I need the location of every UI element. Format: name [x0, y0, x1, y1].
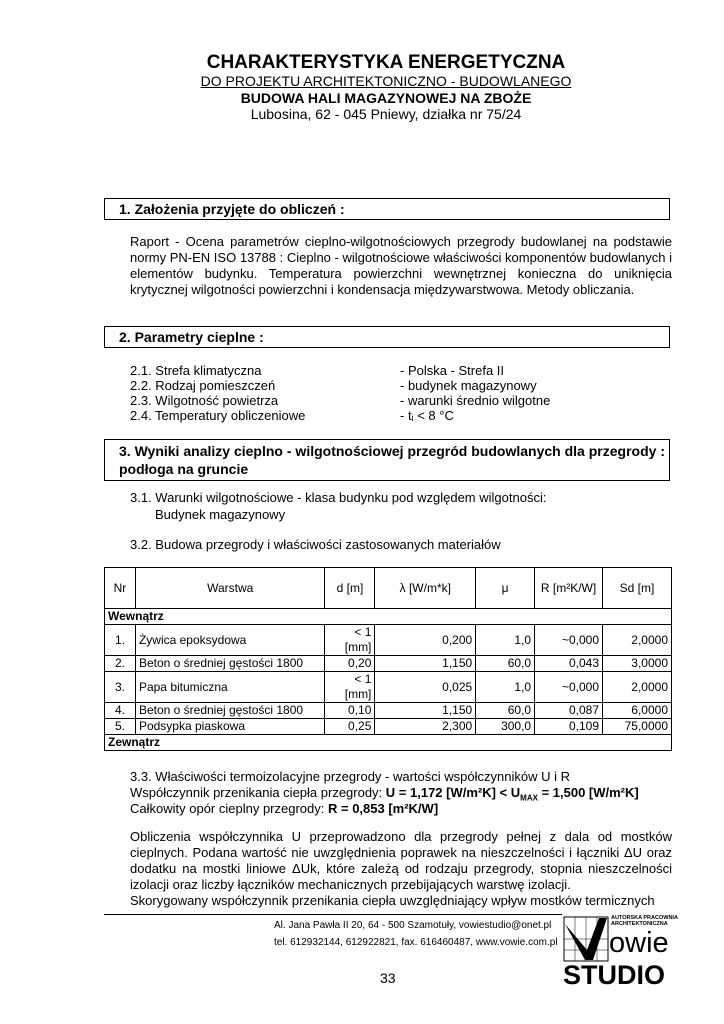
u-max-sub: MAX [520, 793, 538, 803]
parameter-row [130, 363, 650, 378]
parameter-label: 2.1. Strefa klimatyczna [130, 363, 262, 378]
u-max-value: = 1,500 [W/m²K] [537, 785, 639, 800]
table-cell: 2. [105, 656, 136, 672]
col-header: λ [W/m*k] [375, 568, 476, 609]
table-cell: < 1 [mm] [325, 625, 375, 656]
table-cell: 1,150 [375, 656, 476, 672]
col-header: d [m] [325, 568, 375, 609]
table-cell: 0,200 [375, 625, 476, 656]
col-header: Nr [105, 568, 136, 609]
section-1-text: Raport - Ocena parametrów cieplno-wilgotnościowych przegrody budowlanej na podstawie normy PN-EN ISO 13788 : Cieplno - wilgotnościowe właściwości komponentów budowlanych i elementów budynku. Temperatura powierzchni wewnętrznej konieczna do uniknięcia krytycznej wilgotności powierzchni i kondensacja międzywarstwowa. Metody obliczania. [130, 234, 672, 297]
u-value-text: U = 1,172 [W/m²K] < U [385, 785, 521, 800]
u-label: Współczynnik przenikania ciepła przegrody: [130, 785, 386, 800]
table-row [105, 672, 672, 703]
section-3-2: 3.2. Budowa przegrody i właściwości zastosowanych materiałów [130, 537, 501, 552]
table-cell: 1,0 [476, 672, 535, 703]
table-cell: 0,109 [535, 719, 603, 735]
parameter-label: 2.2. Rodzaj pomieszczeń [130, 378, 276, 393]
parameters-list [130, 363, 650, 423]
logo-tagline: AUTORSKA PRACOWNIA ARCHITEKTONICZNA [611, 915, 678, 927]
page-number: 33 [380, 970, 396, 986]
r-value: R = 0,853 [m²K/W] [327, 801, 439, 816]
table-cell: 2,300 [375, 719, 476, 735]
col-header: μ [476, 568, 535, 609]
table-cell: 5. [105, 719, 136, 735]
footer-contact: tel. 612932144, 612922821, fax. 616460487, www.vowie.com.pl [274, 937, 558, 948]
table-cell: Beton o średniej gęstości 1800 [135, 656, 325, 672]
table-cell: 300,0 [476, 719, 535, 735]
col-header: Warstwa [135, 568, 325, 609]
col-header: Sd [m] [603, 568, 672, 609]
r-label: Całkowity opór cieplny przegrody: [130, 801, 328, 816]
table-cell: 0,25 [325, 719, 375, 735]
table-cell: ~0,000 [535, 625, 603, 656]
section-3-3: 3.3. Właściwości termoizolacyjne przegrody - wartości współczynników U i R [130, 769, 570, 784]
section-2-heading: 2. Parametry cieplne : [104, 326, 670, 348]
table-row [105, 703, 672, 719]
footer-address: Al. Jana Pawła II 20, 64 - 500 Szamotuły, vowiestudio@onet.pl [274, 920, 552, 931]
section-3-flow [104, 567, 672, 909]
logo-word: owie [609, 927, 669, 959]
project-location: Lubosina, 62 - 045 Pniewy, działka nr 75/24 [250, 106, 522, 122]
parameter-value: - Polska - Strefa II [400, 363, 505, 378]
parameter-row [130, 378, 650, 393]
section-1-heading: 1. Założenia przyjęte do obliczeń : [104, 198, 670, 220]
parameter-label: 2.4. Temperatury obliczeniowe [130, 408, 306, 423]
table-cell: 1,150 [375, 703, 476, 719]
section-3-1-value: Budynek magazynowy [155, 507, 286, 522]
table-cell: 3,0000 [603, 656, 672, 672]
table-row [105, 625, 672, 656]
document-title: CHARAKTERYSTYKA ENERGETYCZNA [206, 52, 566, 73]
outside-label: Zewnątrz [105, 735, 672, 751]
table-header-row [105, 568, 672, 609]
parameter-value: - warunki średnio wilgotne [400, 393, 551, 408]
table-cell: 60,0 [476, 656, 535, 672]
table-cell: 0,025 [375, 672, 476, 703]
logo-v-icon [563, 916, 609, 962]
table-cell: 2,0000 [603, 625, 672, 656]
r-value-line [130, 801, 672, 817]
table-cell: 2,0000 [603, 672, 672, 703]
project-name: BUDOWA HALI MAGAZYNOWEJ NA ZBOŻE [240, 90, 532, 106]
section-3-heading: 3. Wyniki analizy cieplno - wilgotnościowej przegród budowlanych dla przegrody : podłoga na gruncie [104, 439, 670, 481]
table-cell: < 1 [mm] [325, 672, 375, 703]
table-cell: Żywica epoksydowa [135, 625, 325, 656]
table-cell: 1,0 [476, 625, 535, 656]
u-value-line [130, 785, 672, 801]
table-row [105, 656, 672, 672]
table-cell: 4. [105, 703, 136, 719]
logo-studio: STUDIO [563, 960, 666, 990]
calc-note: Obliczenia współczynnika U przeprowadzono dla przegrody pełnej z dala od mostków cieplnych. Podana wartość nie uwzględnienia poprawek na nieszczelności i łączniki ΔU oraz dodatku na mostki liniowe ΔUk, które zależą od rodzaju przegrody, stopnia nieszczelności izolacji oraz liczby łączników mechanicznych przebijających warstwę izolacji. [130, 829, 672, 892]
parameter-label: 2.3. Wilgotność powietrza [130, 393, 279, 408]
table-cell: Beton o średniej gęstości 1800 [135, 703, 325, 719]
table-cell: 0,087 [535, 703, 603, 719]
document-subtitle: DO PROJEKTU ARCHITEKTONICZNO - BUDOWLANEGO [200, 73, 572, 89]
table-cell: 3. [105, 672, 136, 703]
table-cell: ~0,000 [535, 672, 603, 703]
footer-divider [104, 914, 562, 915]
table-cell: Podsypka piaskowa [135, 719, 325, 735]
parameter-row [130, 393, 650, 408]
table-cell: 75,0000 [603, 719, 672, 735]
parameter-value: - budynek magazynowy [400, 378, 537, 393]
table-row [105, 719, 672, 735]
table-cell: 0,10 [325, 703, 375, 719]
inside-label: Wewnątrz [105, 609, 672, 625]
corrected-note: Skorygowany współczynnik przenikania ciepła uwzględniający wpływ mostków termicznych [130, 893, 655, 908]
section-3-1: 3.1. Warunki wilgotnościowe - klasa budynku pod względem wilgotności: [130, 490, 547, 505]
u-value [385, 785, 639, 803]
table-cell: 60,0 [476, 703, 535, 719]
vowie-studio-logo [563, 914, 678, 992]
parameter-value: - tᵢ < 8 °C [400, 408, 454, 423]
col-header: R [m²K/W] [535, 568, 603, 609]
table-cell: 0,20 [325, 656, 375, 672]
table-cell: 1. [105, 625, 136, 656]
table-cell: 0,043 [535, 656, 603, 672]
table-cell: 6,0000 [603, 703, 672, 719]
table-cell: Papa bitumiczna [135, 672, 325, 703]
materials-table [104, 567, 672, 751]
table-body [105, 625, 672, 735]
parameter-row [130, 408, 650, 423]
